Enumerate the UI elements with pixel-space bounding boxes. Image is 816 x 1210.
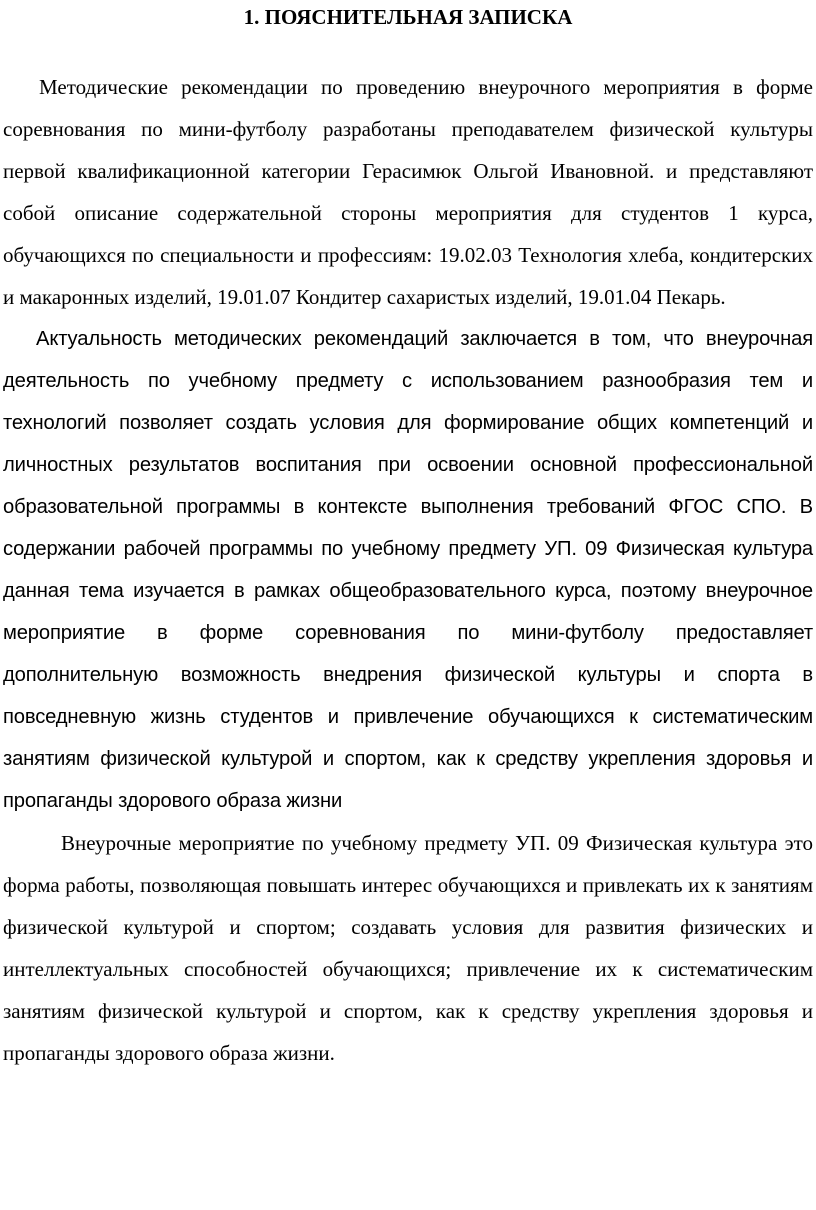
paragraph-purpose: Внеурочные мероприятие по учебному предмету УП. 09 Физическая культура это форма работы, позволяющая повышать интерес обучающихся и привлекать их к занятиям физической культурой и спортом; создавать условия для развития физических и интеллектуальных способностей обучающихся; привлечение их к систематическим занятиям физической культурой и спортом, как к средству укрепления здоровья и пропаганды здорового образа жизни. — [3, 831, 813, 1065]
document-title: 1. ПОЯСНИТЕЛЬНАЯ ЗАПИСКА — [243, 5, 573, 29]
paragraph-relevance: Актуальность методических рекомендаций заключается в том, что внеурочная деятельность по учебному предмету с использованием разнообразия тем и технологий позволяет создать условия для формирование общих компетенций и личностных результатов воспитания при освоении основной профессиональной образовательной программы в контексте выполнения требований ФГОС СПО. В содержании рабочей программы по учебному предмету УП. 09 Физическая культура данная тема изучается в рамках общеобразовательного курса, поэтому внеурочное мероприятие в форме соревнования по мини-футболу предоставляет дополнительную возможность внедрения физической культуры и спорта в повседневную жизнь студентов и привлечение обучающихся к систематическим занятиям физической культурой и спортом, как к средству укрепления здоровья и пропаганды здорового образа жизни — [3, 328, 813, 812]
paragraph-description: Методические рекомендации по проведению внеурочного мероприятия в форме соревнования по мини-футболу разработаны преподавателем физической культуры первой квалификационной категории Герасимюк Ольгой Ивановной. и представляют собой описание содержательной стороны мероприятия для студентов 1 курса, обучающихся по специальности и профессиям: 19.02.03 Технология хлеба, кондитерских и макаронных изделий, 19.01.07 Кондитер сахаристых изделий, 19.01.04 Пекарь. — [3, 75, 813, 309]
document-body — [3, 66, 813, 1074]
